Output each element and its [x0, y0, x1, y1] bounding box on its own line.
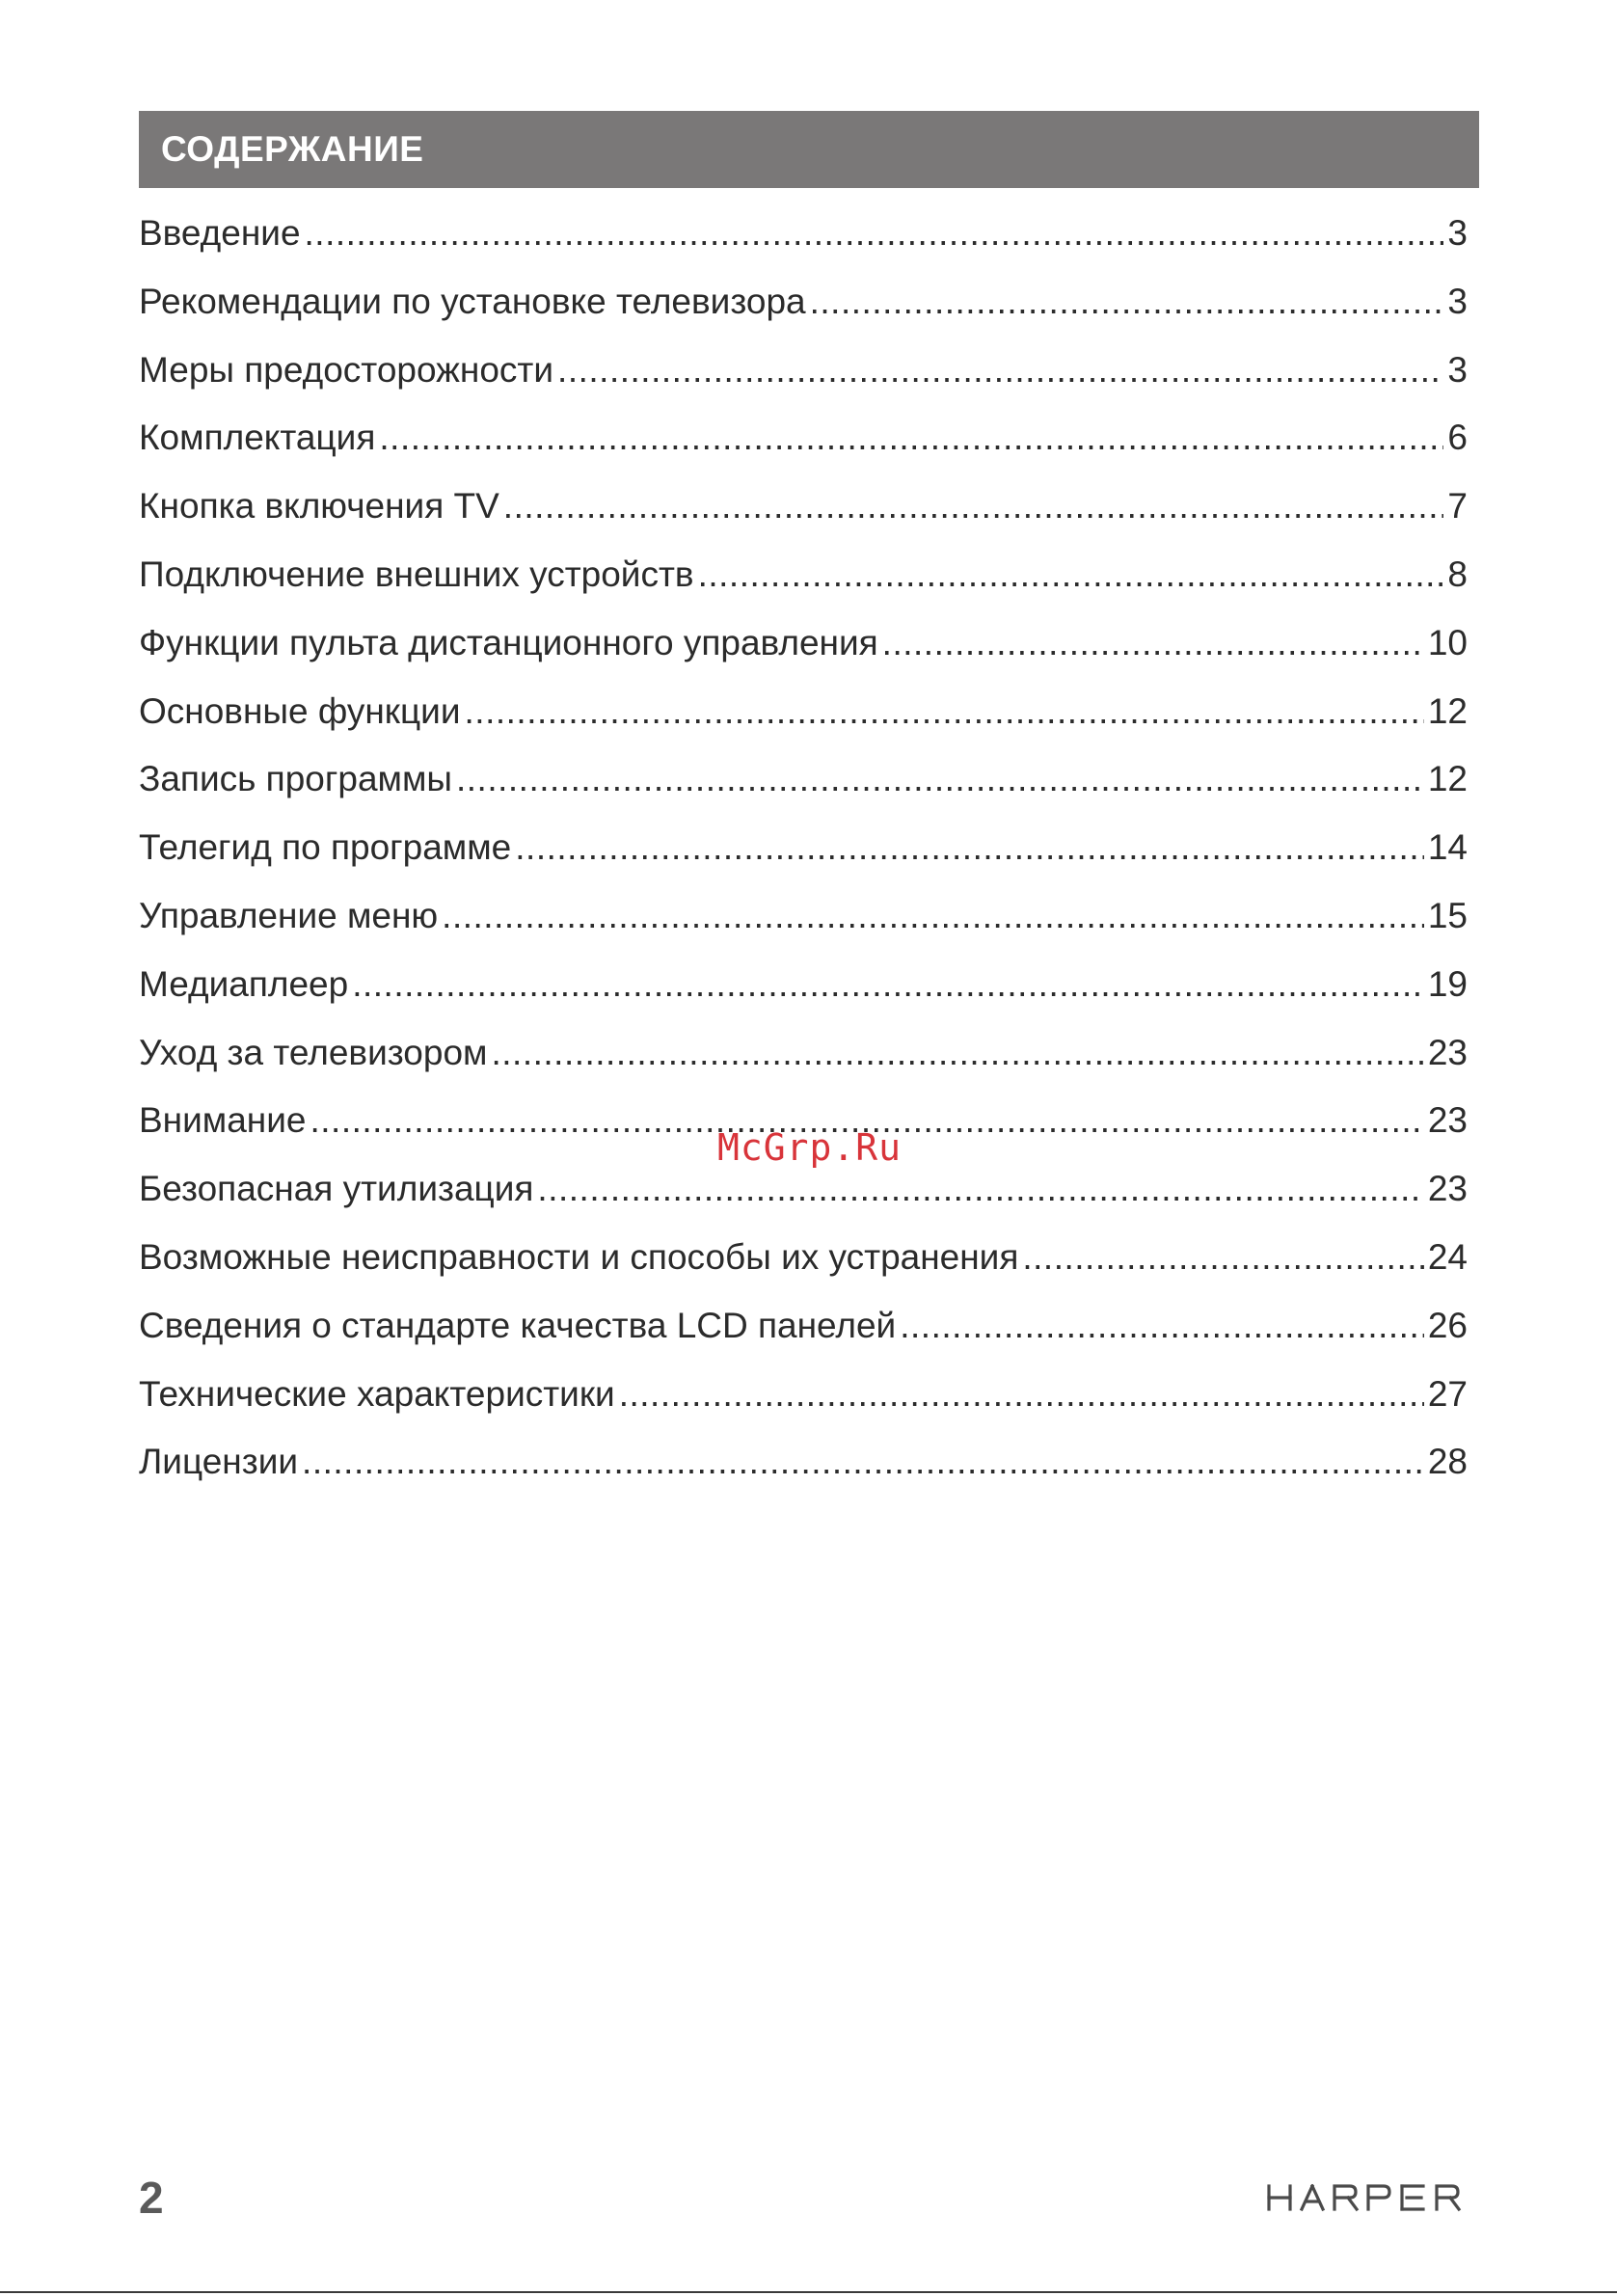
- toc-entry-page: 3: [1447, 213, 1468, 253]
- toc-entry[interactable]: [139, 745, 1468, 814]
- toc-entry[interactable]: [139, 200, 1468, 268]
- toc-entry[interactable]: [139, 404, 1468, 473]
- toc-entry-label: Основные функции: [139, 690, 461, 731]
- toc-entry[interactable]: [139, 541, 1468, 609]
- toc-dot-leader: [379, 404, 1443, 472]
- toc-entry-label: Телегид по программе: [139, 827, 512, 868]
- bottom-rule: [0, 2291, 1617, 2293]
- toc-entry-label: Лицензии: [139, 1442, 299, 1482]
- toc-entry-label: Кнопка включения TV: [139, 486, 499, 527]
- toc-entry-label: Меры предосторожности: [139, 349, 554, 390]
- toc-entry[interactable]: [139, 1428, 1468, 1497]
- toc-entry-page: 3: [1447, 281, 1468, 321]
- toc-dot-leader: [619, 1361, 1424, 1428]
- toc-header-bar: [139, 111, 1479, 188]
- toc-dot-leader: [491, 1019, 1423, 1087]
- toc-entry-label: Возможные неисправности и способы их устранения: [139, 1236, 1019, 1277]
- toc-entry-page: 23: [1427, 1169, 1468, 1209]
- toc-entry-label: Безопасная утилизация: [139, 1169, 534, 1209]
- toc-dot-leader: [698, 541, 1444, 608]
- toc-entry-label: Функции пульта дистанционного управления: [139, 622, 878, 662]
- toc-entry-page: 14: [1427, 827, 1468, 868]
- toc-entry-page: 15: [1427, 895, 1468, 935]
- toc-entry-page: 23: [1427, 1032, 1468, 1072]
- toc-dot-leader: [882, 609, 1424, 677]
- toc-entry[interactable]: [139, 1224, 1468, 1292]
- toc-entry-page: 7: [1447, 486, 1468, 527]
- toc-entry[interactable]: [139, 473, 1468, 541]
- watermark: McGrp.Ru: [717, 1126, 903, 1169]
- toc-entry-label: Рекомендации по установке телевизора: [139, 281, 806, 321]
- toc-dot-leader: [352, 951, 1424, 1018]
- toc-entry[interactable]: [139, 814, 1468, 882]
- toc-entry-label: Уход за телевизором: [139, 1032, 488, 1072]
- toc-entry-label: Медиаплеер: [139, 963, 349, 1004]
- toc-entry-page: 19: [1427, 963, 1468, 1004]
- toc-entry[interactable]: [139, 1019, 1468, 1088]
- toc-entry-page: 8: [1447, 554, 1468, 594]
- toc-entry-label: Внимание: [139, 1100, 307, 1141]
- toc-entry[interactable]: [139, 337, 1468, 405]
- toc-entry-page: 26: [1427, 1305, 1468, 1345]
- toc-dot-leader: [557, 337, 1443, 404]
- toc-dot-leader: [515, 814, 1424, 881]
- toc-entry[interactable]: [139, 951, 1468, 1019]
- toc-entry-page: 27: [1427, 1373, 1468, 1414]
- toc-entry-label: Введение: [139, 213, 301, 253]
- toc-entry[interactable]: [139, 268, 1468, 337]
- toc-entry[interactable]: [139, 678, 1468, 746]
- toc-entry-label: Технические характеристики: [139, 1373, 615, 1414]
- page-number: 2: [139, 2173, 164, 2223]
- toc-entry[interactable]: [139, 882, 1468, 951]
- toc-entry-label: Запись программы: [139, 759, 452, 799]
- toc-entry-label: Сведения о стандарте качества LCD панелей: [139, 1305, 897, 1345]
- toc-entry-page: 10: [1427, 622, 1468, 662]
- toc-dot-leader: [456, 745, 1424, 813]
- toc-dot-leader: [503, 473, 1444, 540]
- toc-entry[interactable]: [139, 1292, 1468, 1361]
- toc-dot-leader: [302, 1428, 1424, 1496]
- toc-entry-page: 28: [1427, 1442, 1468, 1482]
- toc-entry[interactable]: [139, 1361, 1468, 1429]
- toc-entry-label: Комплектация: [139, 418, 376, 458]
- toc-entry-page: 24: [1427, 1236, 1468, 1277]
- toc-list: [139, 200, 1468, 1497]
- toc-entry-label: Подключение внешних устройств: [139, 554, 694, 594]
- toc-entry-page: 12: [1427, 690, 1468, 731]
- toc-dot-leader: [465, 678, 1424, 745]
- toc-entry[interactable]: [139, 609, 1468, 678]
- toc-title: СОДЕРЖАНИЕ: [161, 129, 424, 169]
- toc-dot-leader: [1022, 1224, 1423, 1291]
- toc-entry-page: 23: [1427, 1100, 1468, 1141]
- toc-dot-leader: [900, 1292, 1424, 1360]
- toc-entry-page: 3: [1447, 349, 1468, 390]
- toc-dot-leader: [305, 200, 1444, 267]
- toc-dot-leader: [810, 268, 1444, 336]
- toc-entry-label: Управление меню: [139, 895, 439, 935]
- toc-dot-leader: [442, 882, 1424, 950]
- toc-entry-page: 12: [1427, 759, 1468, 799]
- harper-logo: [1267, 2183, 1473, 2212]
- toc-entry-page: 6: [1447, 418, 1468, 458]
- toc-dot-leader: [537, 1155, 1423, 1223]
